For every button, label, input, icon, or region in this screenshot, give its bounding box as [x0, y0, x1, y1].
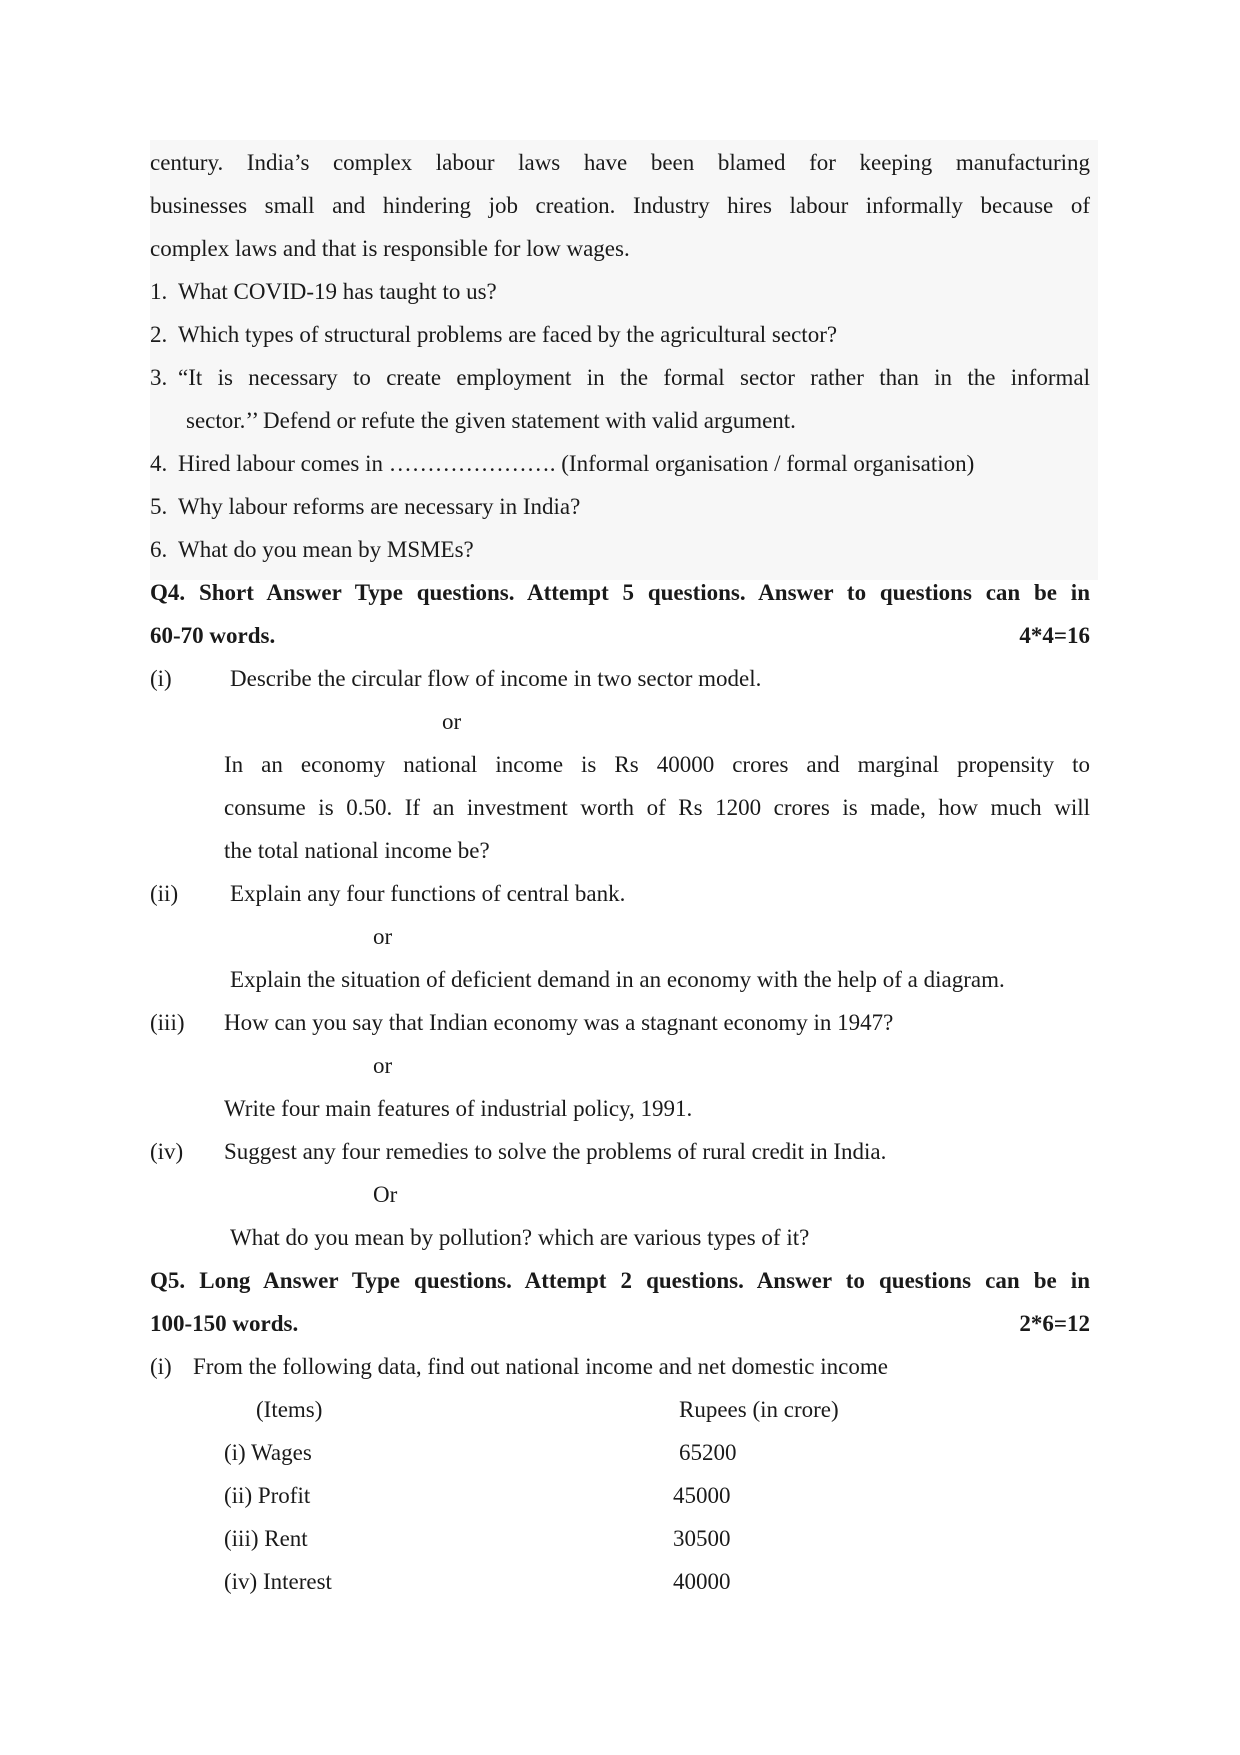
question-continuation: sector.’’ Defend or refute the given statement with valid argument.	[186, 408, 796, 433]
q5-heading-row	[150, 1302, 1090, 1345]
passage-line: businesses small and hindering job creation. Industry hires labour informally because of	[150, 193, 1090, 218]
item-text: How can you say that Indian economy was a stagnant economy in 1947?	[224, 1010, 894, 1035]
question-text: Which types of structural problems are faced by the agricultural sector?	[178, 322, 838, 347]
table-row-value: 45000	[673, 1483, 731, 1508]
table-row-item: (iii) Rent	[224, 1526, 308, 1551]
or-separator: Or	[373, 1182, 398, 1207]
q4-item-iv	[150, 1130, 1090, 1173]
item-label: (ii)	[150, 881, 179, 906]
question-text: What do you mean by MSMEs?	[178, 537, 474, 562]
question-text: Why labour reforms are necessary in India?	[178, 494, 581, 519]
item-label: (iii)	[150, 1010, 185, 1035]
item-alternative: Explain the situation of deficient demand in an economy with the help of a diagram.	[230, 967, 1005, 992]
item-text: From the following data, find out national income and net domestic income	[193, 1354, 888, 1379]
passage-question	[150, 313, 1090, 356]
item-alternative: What do you mean by pollution? which are various types of it?	[230, 1225, 810, 1250]
table-row-item: (ii) Profit	[224, 1483, 311, 1508]
question-number: 5.	[150, 494, 168, 519]
question-number: 6.	[150, 537, 168, 562]
question-text: “It is necessary to create employment in the formal sector rather than in the informal	[178, 365, 1090, 390]
q5-item-i	[150, 1345, 1090, 1388]
table-row-value: 40000	[673, 1569, 731, 1594]
or-separator: or	[373, 924, 393, 949]
q4-item-iii	[150, 1001, 1090, 1044]
passage-question	[150, 356, 1090, 399]
passage-question	[150, 442, 1090, 485]
table-row-value: 65200	[679, 1440, 737, 1465]
q4-heading-row	[150, 614, 1090, 657]
question-text: What COVID-19 has taught to us?	[178, 279, 497, 304]
item-label: (iv)	[150, 1139, 184, 1164]
question-text: Hired labour comes in …………………. (Informal organisation / formal organisation)	[178, 451, 975, 476]
passage-line: century. India’s complex labour laws have been blamed for keeping manufacturing	[150, 150, 1090, 175]
q4-item-i	[150, 657, 1090, 700]
item-alternative: Write four main features of industrial policy, 1991.	[224, 1096, 693, 1121]
q4-heading: Q4. Short Answer Type questions. Attempt 5 questions. Answer to questions can be in	[150, 580, 1090, 605]
item-text: Explain any four functions of central bank.	[230, 881, 626, 906]
item-alternative: the total national income be?	[224, 838, 490, 863]
q4-word-limit: 60-70 words.	[150, 623, 276, 648]
item-label: (i)	[150, 666, 172, 691]
passage-question	[150, 485, 1090, 528]
q5-word-limit: 100-150 words.	[150, 1311, 299, 1336]
item-label: (i)	[150, 1354, 172, 1379]
or-separator: or	[442, 709, 462, 734]
item-alternative: In an economy national income is Rs 40000 crores and marginal propensity to	[224, 752, 1090, 777]
q4-marks: 4*4=16	[1019, 623, 1090, 648]
question-number: 3.	[150, 365, 168, 390]
question-number: 1.	[150, 279, 168, 304]
or-separator: or	[373, 1053, 393, 1078]
table-row-value: 30500	[673, 1526, 731, 1551]
item-text: Describe the circular flow of income in two sector model.	[230, 666, 762, 691]
passage-line: complex laws and that is responsible for low wages.	[150, 236, 630, 261]
table-row-item: (i) Wages	[224, 1440, 312, 1465]
passage-question	[150, 270, 1090, 313]
table-row-item: (iv) Interest	[224, 1569, 332, 1594]
q5-marks: 2*6=12	[1019, 1311, 1090, 1336]
question-number: 2.	[150, 322, 168, 347]
item-alternative: consume is 0.50. If an investment worth of Rs 1200 crores is made, how much will	[224, 795, 1090, 820]
passage-question	[150, 528, 1090, 571]
question-number: 4.	[150, 451, 168, 476]
table-header-value: Rupees (in crore)	[679, 1397, 839, 1422]
item-text: Suggest any four remedies to solve the problems of rural credit in India.	[224, 1139, 887, 1164]
q4-item-ii	[150, 872, 1090, 915]
table-header-items: (Items)	[256, 1397, 323, 1422]
q5-heading: Q5. Long Answer Type questions. Attempt 2 questions. Answer to questions can be in	[150, 1268, 1090, 1293]
